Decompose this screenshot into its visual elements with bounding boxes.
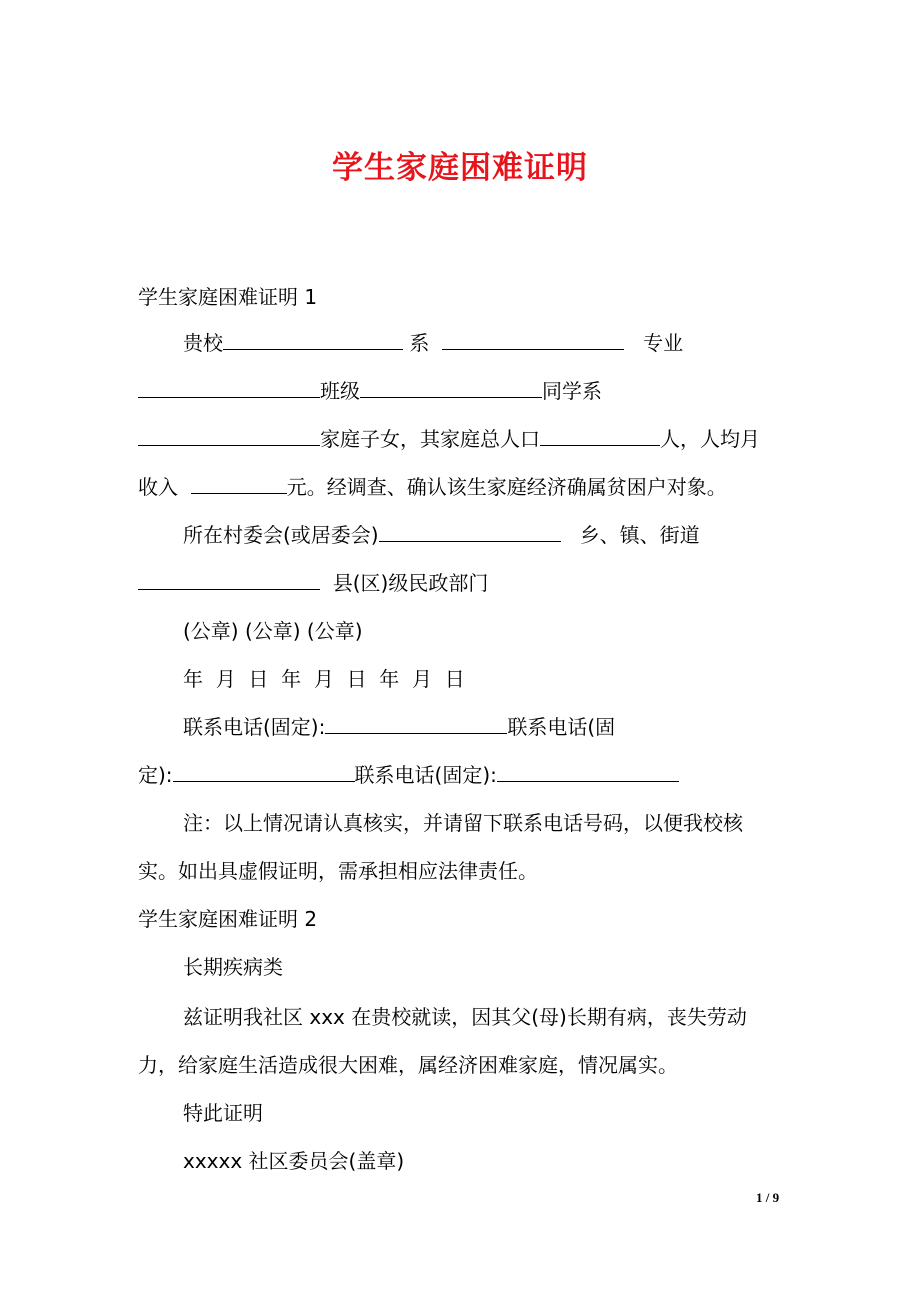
phone-label-3: 联系电话(固定): xyxy=(354,763,497,787)
school-blank xyxy=(223,329,403,350)
section1-dates: 年 月 日 年 月 日 年 月 日 xyxy=(183,667,465,691)
township-blank xyxy=(138,569,320,590)
section2-body-line1: 兹证明我社区 xxx 在贵校就读，因其父(母)长期有病，丧失劳动 xyxy=(183,1005,747,1029)
major-blank xyxy=(138,377,320,398)
section1-line6 xyxy=(138,569,488,597)
phone-label-1: 联系电话(固定): xyxy=(183,715,326,739)
section1-heading: 学生家庭困难证明 1 xyxy=(138,285,318,309)
major-label: 专业 xyxy=(643,331,684,355)
section1-line2 xyxy=(138,377,602,405)
class-blank xyxy=(360,377,542,398)
income-text: 元。经调查、确认该生家庭经济确属贫困户对象。 xyxy=(286,475,727,499)
section2-body-line2: 力，给家庭生活造成很大困难，属经济困难家庭，情况属实。 xyxy=(138,1053,678,1077)
phone-label-2-end: 定): xyxy=(138,763,173,787)
school-label: 贵校 xyxy=(183,331,223,355)
phone-blank-1 xyxy=(325,713,507,734)
section1-phone-line2 xyxy=(138,761,679,789)
section1-note-line1: 注：以上情况请认真核实，并请留下联系电话号码，以便我校核 xyxy=(183,811,743,835)
department-blank xyxy=(442,329,624,350)
civil-affairs-label: 县(区)级民政部门 xyxy=(332,571,489,595)
department-label: 系 xyxy=(409,331,430,355)
section1-seals: (公章) (公章) (公章) xyxy=(183,619,363,643)
student-blank xyxy=(138,425,320,446)
household-text: 家庭子女，其家庭总人口 xyxy=(320,427,540,451)
section1-line4 xyxy=(138,473,727,501)
population-blank xyxy=(540,425,660,446)
village-committee-label: 所在村委会(或居委会) xyxy=(183,523,379,547)
student-label: 同学系 xyxy=(542,379,602,403)
income-label: 收入 xyxy=(138,475,178,499)
section1-note-line2: 实。如出具虚假证明，需承担相应法律责任。 xyxy=(138,859,538,883)
section1-line1 xyxy=(183,329,683,357)
class-label: 班级 xyxy=(320,379,360,403)
township-label: 乡、镇、街道 xyxy=(579,523,700,547)
phone-label-2-start: 联系电话(固 xyxy=(507,715,616,739)
income-blank xyxy=(191,473,287,494)
section2-category: 长期疾病类 xyxy=(183,955,283,979)
section2-closing: 特此证明 xyxy=(183,1101,263,1125)
per-capita-text: 人，人均月 xyxy=(660,427,760,451)
section1-line5 xyxy=(183,521,700,549)
section2-signature: xxxxx 社区委员会(盖章) xyxy=(183,1149,405,1173)
phone-blank-3 xyxy=(497,761,679,782)
section1-line3 xyxy=(138,425,760,453)
section2-heading: 学生家庭困难证明 2 xyxy=(138,907,318,931)
phone-blank-2 xyxy=(173,761,355,782)
page-number: 1 / 9 xyxy=(756,1190,780,1205)
document-title: 学生家庭困难证明 xyxy=(332,150,588,186)
village-committee-blank xyxy=(379,521,561,542)
section1-phone-line1 xyxy=(183,713,615,741)
